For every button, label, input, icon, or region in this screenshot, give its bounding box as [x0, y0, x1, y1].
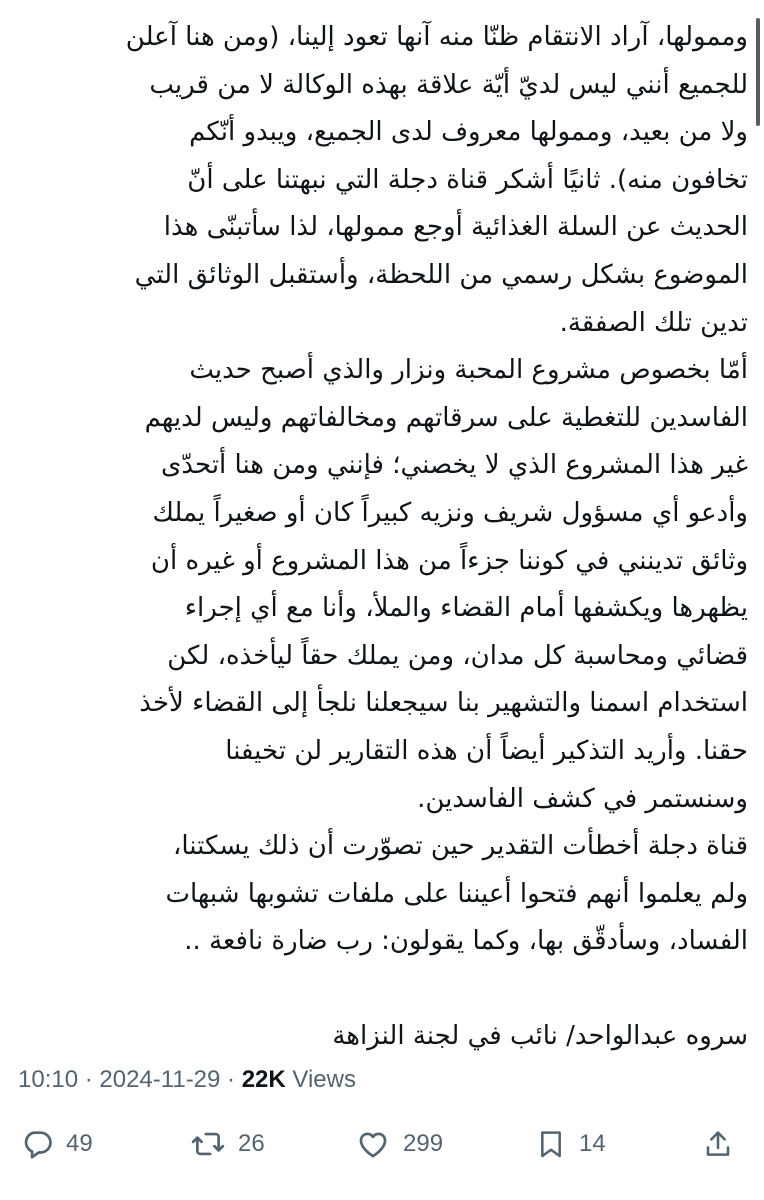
- like-button[interactable]: [355, 1124, 443, 1164]
- tweet-date[interactable]: 2024-11-29: [99, 1066, 221, 1093]
- scrollbar-thumb[interactable]: [756, 18, 760, 126]
- tweet-line: الحديث عن السلة الغذائية أوجع ممولها، لذا سأتبنّى هذا: [163, 212, 748, 243]
- tweet-line: وسنستمر في كشف الفاسدين.: [417, 783, 748, 814]
- tweet-line: الفاسدين للتغطية على سرقاتهم ومخالفاتهم وليس لديهم: [144, 402, 748, 433]
- tweet-line: للجميع أنني ليس لديّ أيّة علاقة بهذه الوكالة لا من قريب: [149, 69, 748, 100]
- tweet-action-bar: [0, 1116, 764, 1172]
- tweet-line: غير هذا المشروع الذي لا يخصني؛ فإنني ومن هنا أتحدّى: [161, 450, 748, 481]
- meta-separator: ·: [78, 1066, 100, 1093]
- views-label: Views: [285, 1066, 356, 1093]
- tweet-line: ولا من بعيد، وممولها معروف لدى الجميع، ويبدو أنّكم: [189, 117, 748, 148]
- tweet-line: قضائي ومحاسبة كل مدان، ومن يملك حقاً ليأخذه، لكن: [167, 640, 748, 671]
- reply-count: 49: [66, 1130, 93, 1157]
- tweet-line: قناة دجلة أخطأت التقدير حين تصوّرت أن ذلك يسكتنا،: [172, 831, 748, 862]
- bookmark-count: 14: [579, 1130, 606, 1157]
- bookmark-icon: [535, 1127, 567, 1161]
- share-icon: [702, 1127, 734, 1161]
- tweet-line: ولم يعلموا أنهم فتحوا أعيننا على ملفات تشوبها شبهات: [165, 878, 748, 909]
- tweet-line: تدين تلك الصفقة.: [559, 307, 748, 338]
- tweet-meta: [18, 1060, 356, 1100]
- reply-button[interactable]: [20, 1124, 93, 1164]
- tweet-line: أمّا بخصوص مشروع المحبة ونزار والذي أصبح حديث: [189, 355, 748, 386]
- repost-icon: [190, 1127, 226, 1161]
- tweet-line: تخافون منه). ثانيًا أشكر قناة دجلة التي نبهتنا على أنّ: [187, 164, 748, 195]
- tweet-line: استخدام اسمنا والتشهير بنا سيجعلنا نلجأ إلى القضاء لأخذ: [139, 688, 748, 719]
- tweet-line: وثائق تدينني في كوننا جزءاً من هذا المشروع أو غيره أن: [150, 545, 748, 576]
- repost-button[interactable]: [190, 1124, 265, 1164]
- meta-separator: ·: [220, 1066, 242, 1093]
- bookmark-button[interactable]: [535, 1124, 606, 1164]
- heart-icon: [355, 1127, 391, 1161]
- tweet-line: وممولها، آراد الانتقام ظنّا منه آنها تعود إلينا، (ومن هنا آعلن: [125, 22, 748, 52]
- tweet-line: يظهرها ويكشفها أمام القضاء والملأ، وأنا مع أي إجراء: [184, 593, 748, 624]
- tweet-time[interactable]: 10:10: [18, 1066, 79, 1093]
- tweet-line: حقنا. وأريد التذكير أيضاً أن هذه التقارير لن تخيفنا: [225, 735, 748, 766]
- tweet-line: وأدعو أي مسؤول شريف ونزيه كبيراً كان أو صغيراً يملك: [152, 497, 748, 528]
- tweet-line: الفساد، وسأدقّق بها، وكما يقولون: رب ضارة نافعة ..: [184, 926, 748, 957]
- reply-icon: [20, 1127, 54, 1161]
- tweet-signature: سروه عبدالواحد/ نائب في لجنة النزاهة: [332, 1021, 748, 1052]
- tweet-line-blank: [20, 966, 748, 1014]
- scrollbar[interactable]: [748, 0, 764, 1200]
- tweet-text: [20, 14, 748, 1061]
- tweet-line: الموضوع بشكل رسمي من اللحظة، وأستقبل الوثائق التي: [134, 259, 748, 290]
- views-count: 22K: [241, 1066, 286, 1093]
- like-count: 299: [403, 1130, 444, 1157]
- repost-count: 26: [238, 1130, 265, 1157]
- share-button[interactable]: [702, 1124, 734, 1164]
